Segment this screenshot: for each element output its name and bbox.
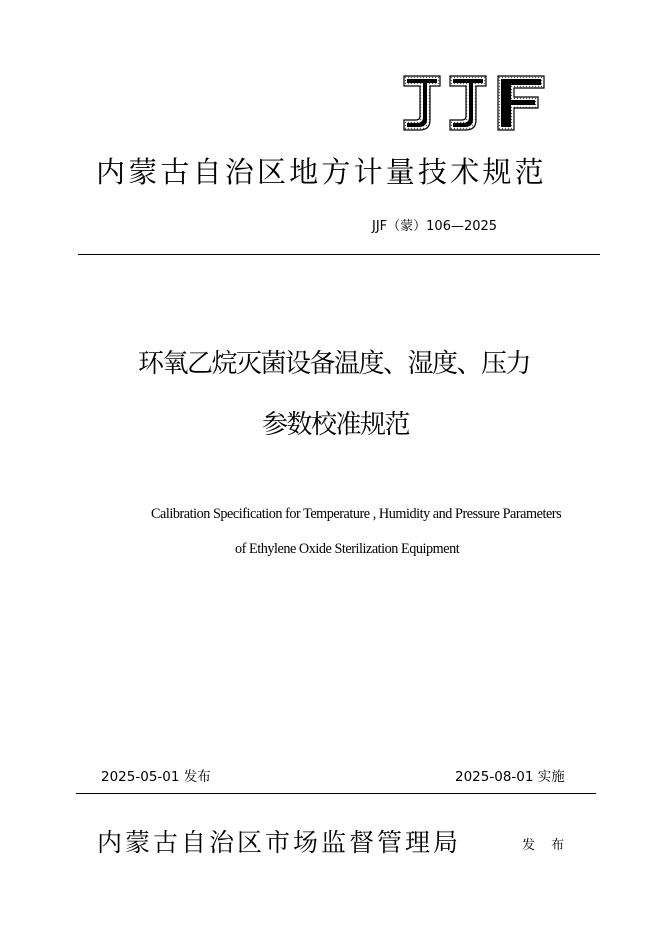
logo-letter-f	[498, 76, 544, 130]
jjf-standard-logo-icon	[398, 70, 548, 136]
jjf-logo	[398, 70, 548, 136]
bottom-divider	[76, 793, 596, 794]
effective-date: 2025-08-01 实施	[455, 769, 565, 785]
title-zh-line-1	[0, 343, 662, 380]
document-code: JJF（蒙）106—2025	[372, 219, 498, 234]
publish-date: 2025-05-01 发布	[101, 769, 211, 785]
issuing-authority: 内蒙古自治区市场监督管理局	[97, 828, 462, 857]
title-zh-line-1-text: 环氧乙烷灭菌设备温度、湿度、压力	[138, 349, 531, 379]
title-en-line-2: of Ethylene Oxide Sterilization Equipment	[235, 541, 460, 557]
issue-label: 发 布	[522, 838, 571, 853]
logo-letter-j2	[450, 76, 486, 130]
title-zh-line-2: 参数校准规范	[262, 410, 410, 440]
title-en-line-1: Calibration Specification for Temperature , Humidity and Pressure Parameters	[151, 506, 562, 522]
logo-letter-j1	[404, 76, 440, 130]
top-divider	[78, 254, 600, 255]
organization-title: 内蒙古自治区地方计量技术规范	[96, 155, 547, 189]
